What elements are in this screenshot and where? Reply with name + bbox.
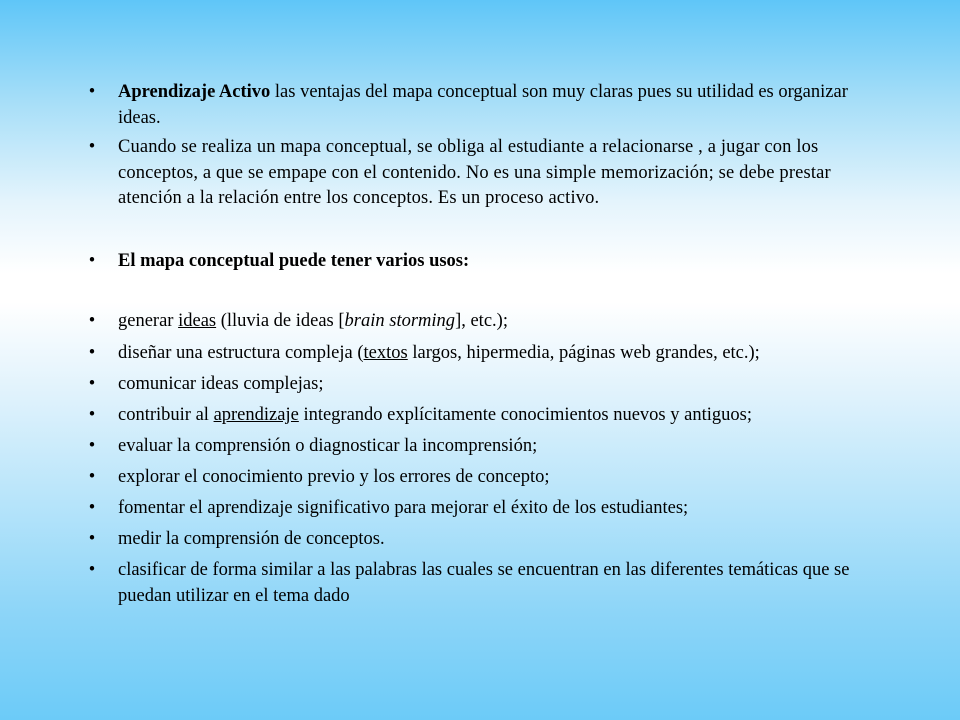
bullet-marker: • xyxy=(88,374,96,394)
bullet-medir-comprension xyxy=(82,527,882,553)
bullet-fomentar-aprendizaje xyxy=(82,496,882,522)
bullet-text: largos, hipermedia, páginas web grandes, etc.); xyxy=(407,343,760,363)
bullet-explorar-conocimiento xyxy=(82,465,882,491)
bullet-text: ], etc.); xyxy=(455,311,508,331)
bullet-text: generar xyxy=(118,311,179,331)
bullet-marker: • xyxy=(88,436,96,456)
bullet-marker: • xyxy=(88,498,96,518)
bullet-aprendizaje-activo xyxy=(82,80,882,131)
bullet-text: medir la comprensión de conceptos. xyxy=(118,529,385,549)
bullet-disenar-estructura xyxy=(82,341,882,367)
bullet-contribuir-aprendizaje xyxy=(82,403,882,429)
link-aprendizaje[interactable]: aprendizaje xyxy=(213,405,299,425)
bullet-usos-heading xyxy=(82,249,882,275)
bullet-text: (lluvia de ideas [ xyxy=(216,311,345,331)
bullet-text: integrando explícitamente conocimientos nuevos y antiguos; xyxy=(298,405,752,425)
bullet-marker: • xyxy=(88,343,96,363)
link-textos[interactable]: textos xyxy=(363,343,408,363)
bullet-marker: • xyxy=(88,251,96,271)
bullet-text: Cuando se realiza un mapa conceptual, se obliga al estudiante a relacionarse , a jugar con los conceptos, a que se empape con el contenido. No es una simple memorización; se debe prestar atención a la relación entre los conceptos. Es un proceso activo. xyxy=(118,137,831,208)
bullet-text: comunicar ideas complejas; xyxy=(118,374,324,394)
bullet-marker: • xyxy=(88,82,96,102)
bullet-heading: El mapa conceptual puede tener varios usos: xyxy=(118,251,470,271)
bullet-text: diseñar una estructura compleja ( xyxy=(118,343,364,363)
bullet-mapa-conceptual-activo xyxy=(82,135,882,212)
bullet-heading: Aprendizaje Activo xyxy=(118,82,271,102)
bullet-text: explorar el conocimiento previo y los errores de concepto; xyxy=(118,467,550,487)
bullet-generar-ideas xyxy=(82,309,882,335)
bullet-marker: • xyxy=(88,560,96,580)
bullet-marker: • xyxy=(88,137,96,157)
bullet-marker: • xyxy=(88,529,96,549)
bullet-comunicar-ideas xyxy=(82,372,882,398)
bullet-marker: • xyxy=(88,405,96,425)
bullet-text: las ventajas del mapa conceptual son muy claras pues su utilidad es organizar ideas. xyxy=(118,82,848,128)
link-ideas[interactable]: ideas xyxy=(178,311,217,331)
bullet-text: evaluar la comprensión o diagnosticar la incomprensión; xyxy=(118,436,538,456)
bullet-clasificar-palabras xyxy=(82,558,882,609)
bullet-evaluar-comprension xyxy=(82,434,882,460)
bullet-marker: • xyxy=(88,311,96,331)
bullet-text: fomentar el aprendizaje significativo para mejorar el éxito de los estudiantes; xyxy=(118,498,689,518)
bullet-italic-text: brain storming xyxy=(344,311,456,331)
bullet-text: contribuir al xyxy=(118,405,214,425)
bullet-marker: • xyxy=(88,467,96,487)
bullet-text: clasificar de forma similar a las palabras las cuales se encuentran en las diferentes temáticas que se puedan utilizar en el tema dado xyxy=(118,560,850,606)
